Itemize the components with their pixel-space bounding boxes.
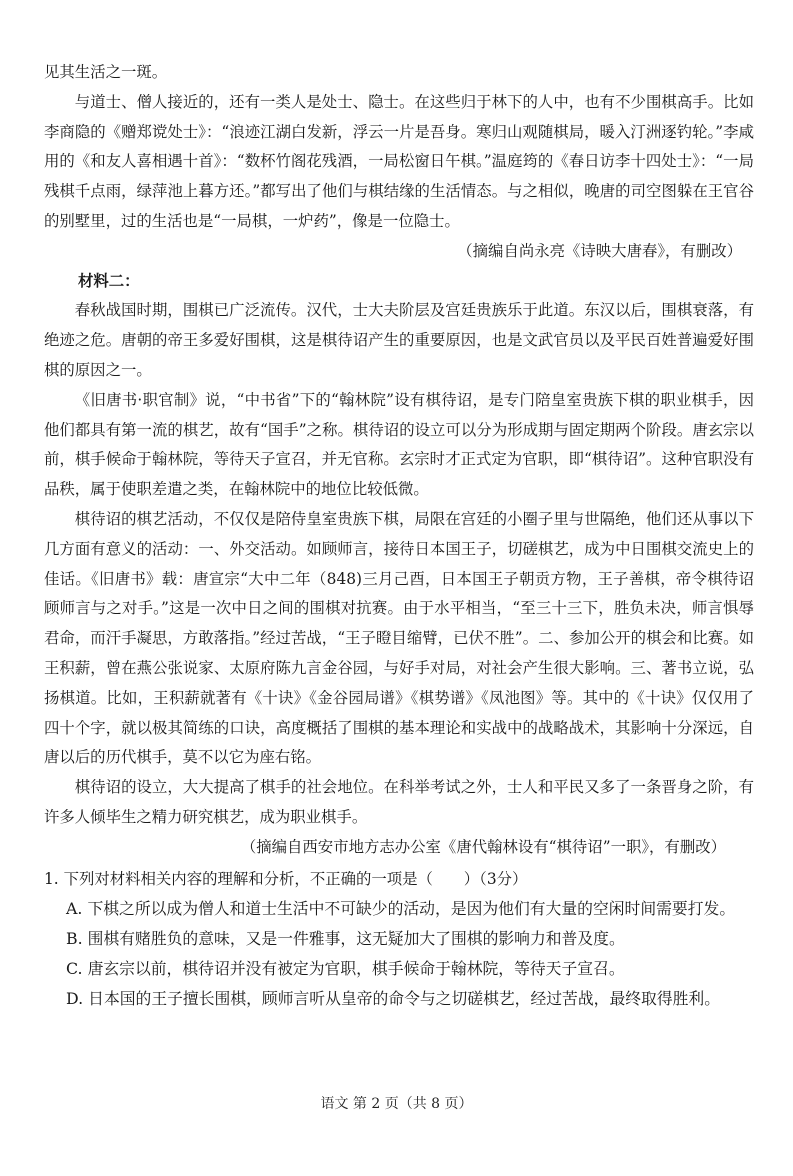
material1-paragraph: 与道士、僧人接近的，还有一类人是处士、隐士。在这些归于林下的人中，也有不少围棋高手。比如李商隐的《赠郑谠处士》：“浪迹江湖白发新，浮云一片是吾身。寒归山观随棋局，暖入汀洲逐钓轮。”李咸用的《和友人喜相遇十首》：“数杯竹阁花残酒，一局松窗日午棋。”温庭筠的《春日访李十四处士》：“一局残棋千点雨，绿萍池上暮方还。”都写出了他们与棋结缘的生活情态。与之相似，晚唐的司空图躲在王官谷的别墅里，过的生活也是“一局棋，一炉药”，像是一位隐士。 xyxy=(44,92,754,230)
material2-paragraph-3: 棋待诏的棋艺活动，不仅仅是陪侍皇室贵族下棋，局限在宫廷的小圈子里与世隔绝，他们还从事以下几方面有意义的活动：一、外交活动。如顾师言，接待日本国王子，切磋棋艺，成为中日围棋交流史上的佳话。《旧唐书》载：唐宣宗“大中二年（848)三月己酉，日本国王子朝贡方物，王子善棋，帝令棋待诏顾师言与之对手。”这是一次中日之间的围棋对抗赛。由于水平相当，“至三十三下，胜负未决，师言惧辱君命，而汗手凝思，方敢落指。”经过苦战，“王子瞪目缩臂，已伏不胜”。二、参加公开的棋会和比赛。如王积薪，曾在燕公张说家、太原府陈九言金谷园，与好手对局，对社会产生很大影响。三、著书立说，弘扬棋道。比如，王积薪就著有《十诀》《金谷园局谱》《棋势谱》《凤池图》等。其中的《十诀》仅仅用了四十个字，就以极其简练的口诀，高度概括了围棋的基本理论和实战中的战略战术，其影响十分深远，自唐以后的历代棋手，莫不以它为座右铭。 xyxy=(44,509,754,767)
question-1-option-a: A. 下棋之所以成为僧人和道士生活中不可缺少的活动，是因为他们有大量的空闲时间需要打发。 xyxy=(66,899,736,919)
material2-source: （摘编自西安市地方志办公室《唐代翰林设有“棋待诏”一职》，有删改） xyxy=(240,837,726,856)
material1-source: （摘编自尚永亮《诗映大唐春》，有删改） xyxy=(457,241,742,260)
material1-continuation: 见其生活之一斑。 xyxy=(44,63,168,81)
material2-paragraph-1: 春秋战国时期，围棋已广泛流传。汉代，士大夫阶层及宫廷贵族乐于此道。东汉以后，围棋衰落，有绝迹之危。唐朝的帝王多爱好围棋，这是棋待诏产生的重要原因，也是文武官员以及平民百姓普遍爱好围棋的原因之一。 xyxy=(44,301,754,379)
question-1-stem: 1. 下列对材料相关内容的理解和分析，不正确的一项是（ ）（3分） xyxy=(44,869,528,888)
material2-paragraph-4: 棋待诏的设立，大大提高了棋手的社会地位。在科举考试之外，士人和平民又多了一条晋身之阶，有许多人倾毕生之精力研究棋艺，成为职业棋手。 xyxy=(44,778,754,826)
exam-page xyxy=(44,58,754,1014)
material2-paragraph-2: 《旧唐书·职官制》说，“中书省”下的“翰林院”设有棋待诏，是专门陪皇室贵族下棋的职业棋手，因他们都具有第一流的棋艺，故有“国手”之称。棋待诏的设立可以分为形成期与固定期两个阶段。唐玄宗以前，棋手候命于翰林院，等待天子宣召，并无官称。玄宗时才正式定为官职，即“棋待诏”。这种官职没有品秩，属于使职差遣之类，在翰林院中的地位比较低微。 xyxy=(44,390,754,499)
question-1-option-b: B. 围棋有赌胜负的意味，又是一件雅事，这无疑加大了围棋的影响力和普及度。 xyxy=(66,929,625,949)
page-footer: 语文 第 2 页（共 8 页） xyxy=(320,1096,473,1112)
question-1-option-d: D. 日本国的王子擅长围棋，顾师言听从皇帝的命令与之切磋棋艺，经过苦战，最终取得胜利。 xyxy=(66,989,721,1009)
material2-heading: 材料二： xyxy=(78,271,140,290)
question-1-option-c: C. 唐玄宗以前，棋待诏并没有被定为官职，棋手候命于翰林院，等待天子宣召。 xyxy=(66,959,625,979)
